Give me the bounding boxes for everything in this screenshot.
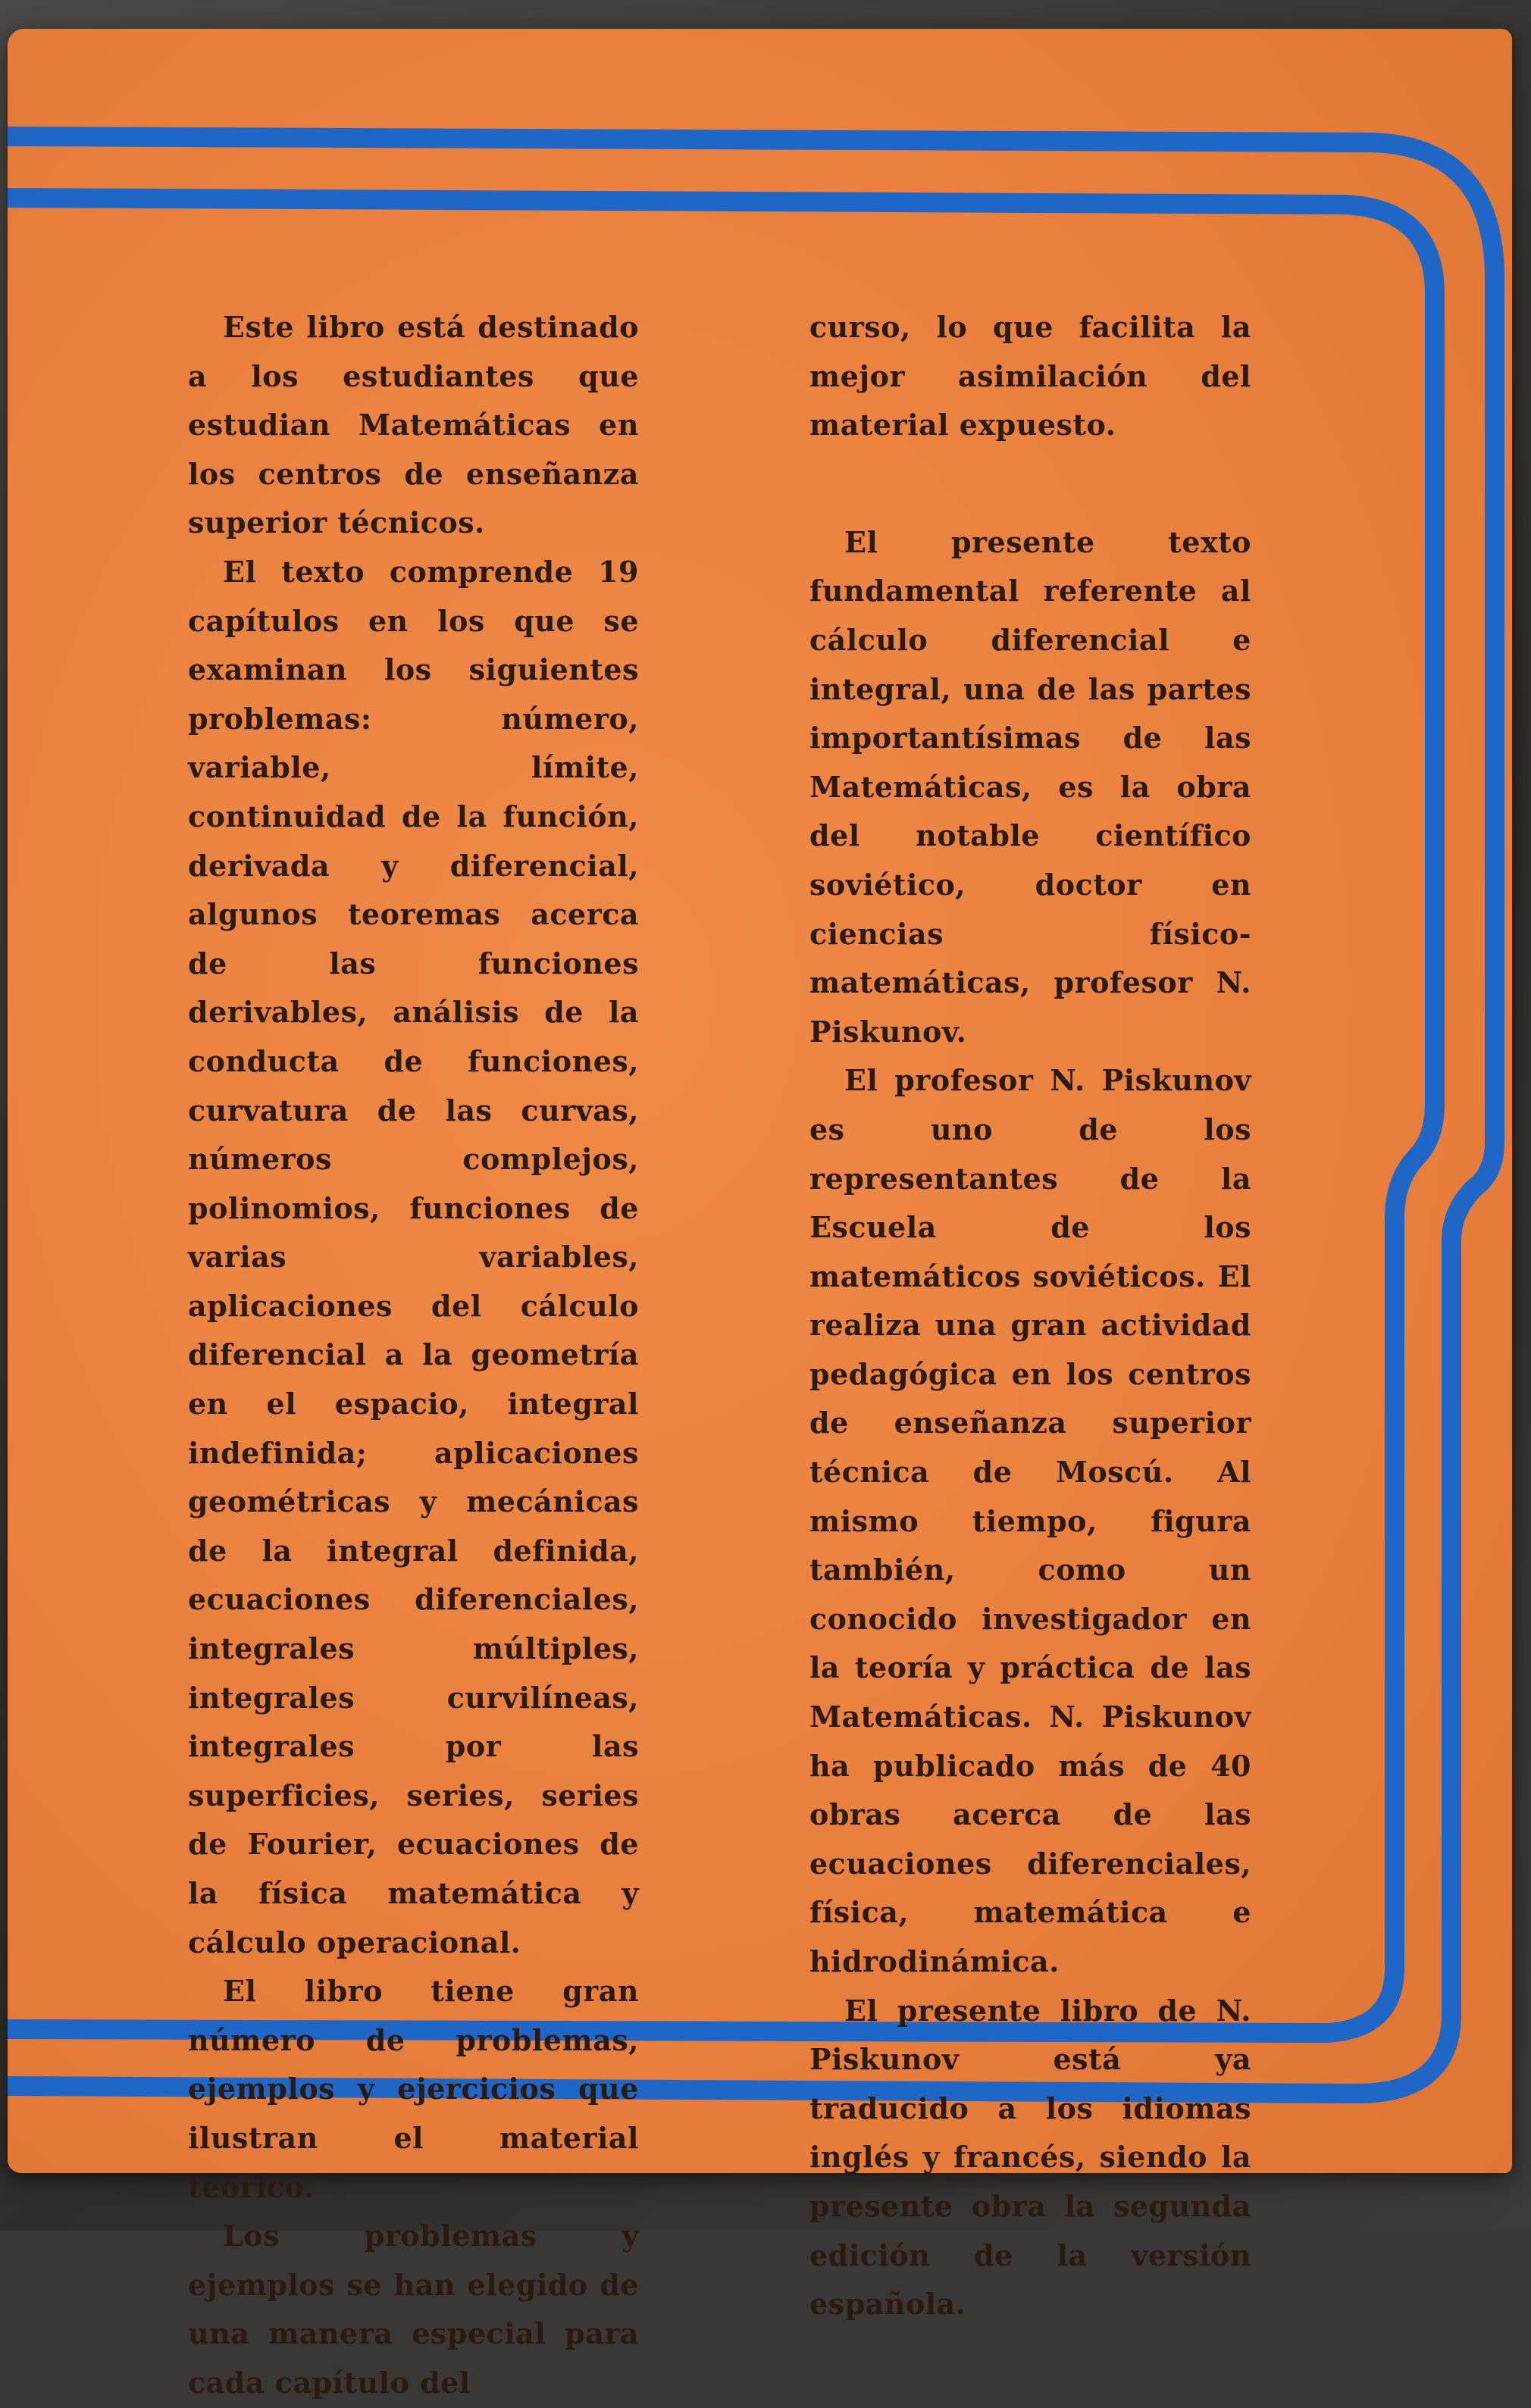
paragraph: El presente texto fundamental referente al cálculo diferencial e integral, una de las partes importantísimas de las Matemáticas, es la obra del notable científico soviético, doctor en ciencias físico-matemáticas, profesor N. Piskunov. [809,524,1251,1049]
book-back-cover [8,29,1512,2400]
paragraph: Los problemas y ejemplos se han elegido de una manera especial para cada capítulo del [188,2219,639,2400]
paragraph: El presente libro de N. Piskunov está ya traducido a los idiomas inglés y francés, siendo la presente obra la segunda edición de la versión española. [809,1993,1251,2322]
paragraph: Este libro está destinado a los estudiantes que estudian Matemáticas en los centros de enseñanza superior técnicos. [188,310,639,540]
paragraph: El libro tiene gran número de problemas, ejemplos y ejercicios que ilustran el material teórico. [188,1974,639,2204]
left-text-column [188,303,639,2408]
paragraph-continuation: curso, lo que facilita la mejor asimilación del material expuesto. [809,310,1251,443]
right-text-column [809,303,1251,2329]
paragraph: El texto comprende 19 capítulos en los que se examinan los siguientes problemas: número, variable, límite, continuidad de la función, derivada y diferencial, algunos teoremas acerca de las funciones derivables, análisis de la conducta de funciones, curvatura de las curvas, números complejos, polinomios, funciones de varias variables, aplicaciones del cálculo diferencial a la geometría en el espacio, integral indefinida; aplicaciones geométricas y mecánicas de la integral definida, ecuaciones diferenciales, integrales múltiples, integrales curvilíneas, integrales por las superficies, series, series de Fourier, ecuaciones de la física matemática y cálculo operacional. [188,554,639,1959]
paragraph: El profesor N. Piskunov es uno de los representantes de la Escuela de los matemáticos soviéticos. El realiza una gran actividad pedagógica en los centros de enseñanza superior técnica de Moscú. Al mismo tiempo, figura también, como un conocido investigador en la teoría y práctica de las Matemáticas. N. Piskunov ha publicado más de 40 obras acerca de las ecuaciones diferenciales, física, matemática e hidrodinámica. [809,1063,1251,1978]
paragraph-gap [809,450,1251,518]
